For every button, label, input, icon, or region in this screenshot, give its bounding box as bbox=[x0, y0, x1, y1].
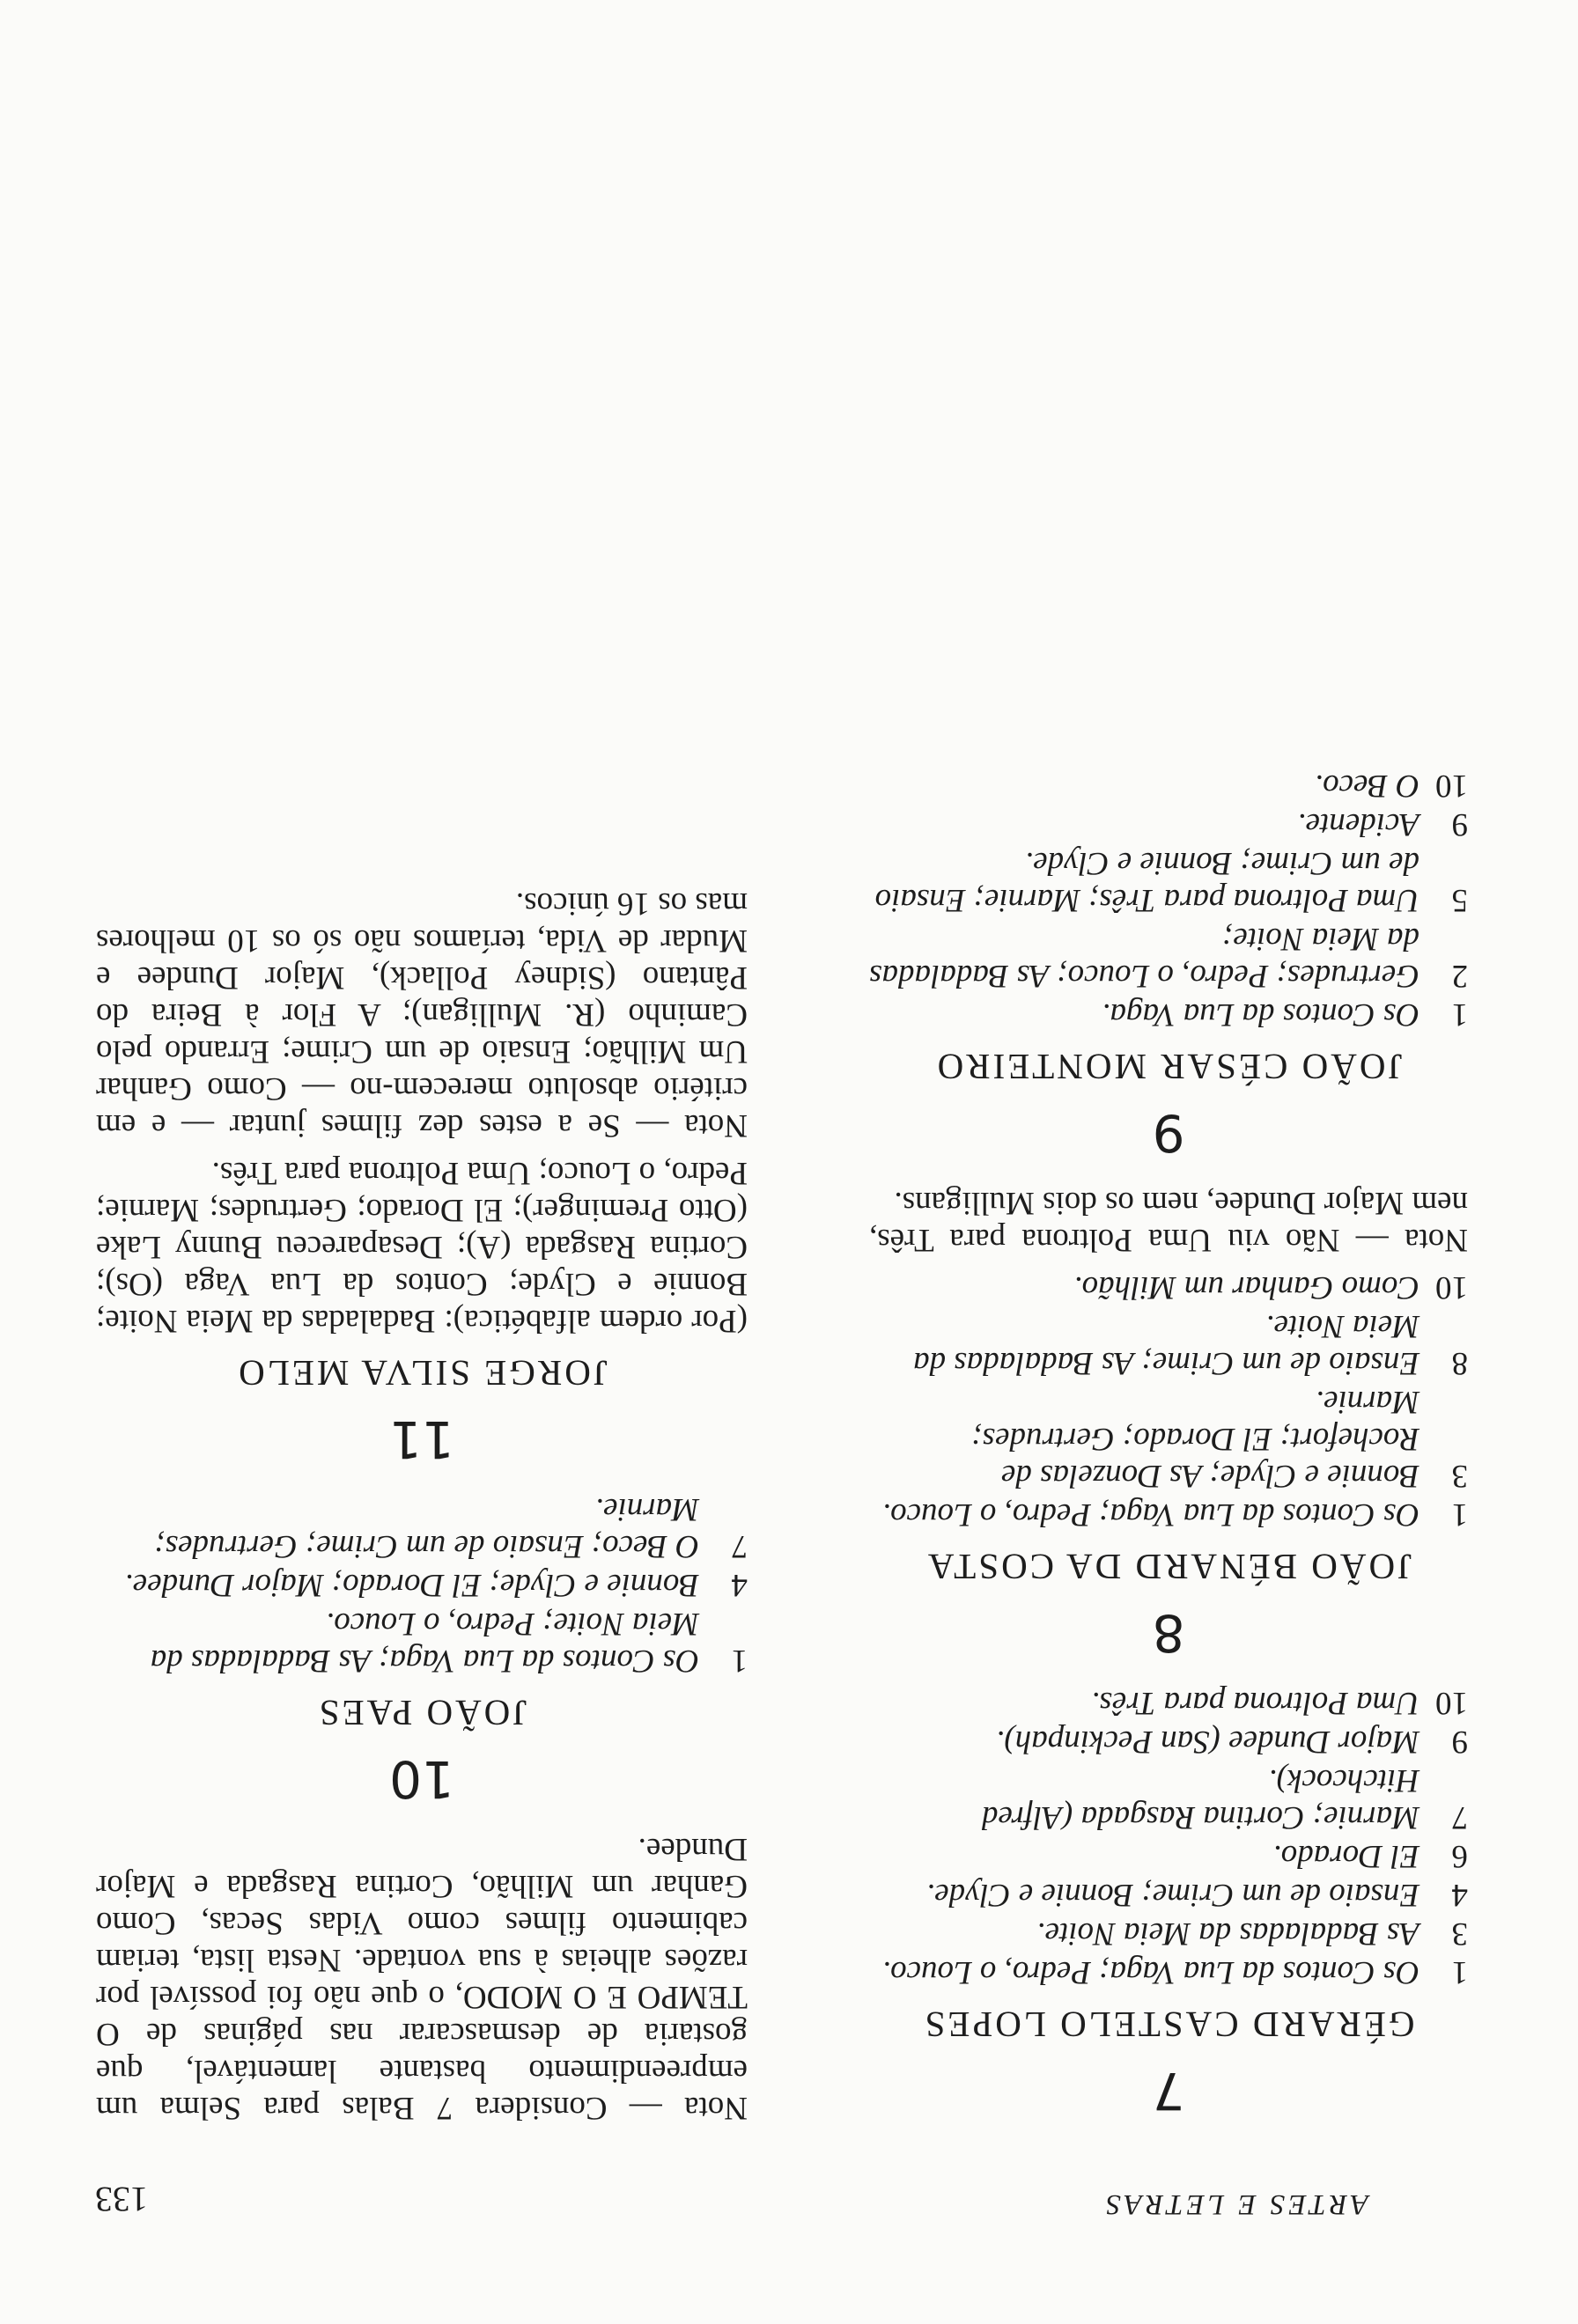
list-item bbox=[869, 767, 1468, 804]
list-item bbox=[869, 996, 1468, 1033]
list-item bbox=[869, 1876, 1468, 1913]
rank: 4 bbox=[1451, 1877, 1468, 1913]
film-titles: Marnie; Cortina Rasgada (Alfred Hitchcock). bbox=[981, 1762, 1419, 1835]
ranking-block-10 bbox=[96, 1490, 748, 1809]
rank: 8 bbox=[1451, 1345, 1468, 1381]
rank: 1 bbox=[1451, 1954, 1468, 1990]
film-titles: Ensaio de um Crime; As Badaladas da Meia Noite. bbox=[913, 1308, 1419, 1381]
rank: 1 bbox=[731, 1643, 748, 1679]
rank: 4 bbox=[731, 1567, 748, 1603]
list-item bbox=[869, 1953, 1468, 1990]
film-titles: Uma Poltrona para Três. bbox=[1091, 1685, 1419, 1721]
list-item bbox=[869, 1269, 1468, 1305]
film-titles: Bonnie e Clyde; El Dorado; Major Dundee. bbox=[124, 1567, 699, 1603]
list-item bbox=[869, 1915, 1468, 1952]
critic-note: Nota — Considera 7 Balas para Selma um empreendimento bastante lamentável, que gostaria de desmascarar nas páginas de O TEMPO E O MODO, o que não foi possível por razões alheias à sua vontade. Nesta lista, teriam cabimento filmes como Vidas Secas, Como Ganhar um Milhão, Cortina Rasgada e Major Dundee. bbox=[96, 1831, 748, 2126]
film-titles: As Badaladas da Meia Noite. bbox=[1036, 1916, 1419, 1952]
rank: 7 bbox=[1451, 1799, 1468, 1835]
running-title: ARTES E LETRAS bbox=[1102, 2188, 1368, 2220]
list-item bbox=[869, 1383, 1468, 1494]
film-titles: O Beco. bbox=[1314, 768, 1419, 804]
rank: 2 bbox=[1451, 958, 1468, 994]
film-titles: Uma Poltrona para Três; Marnie; Ensaio de um Crime; Bonnie e Clyde. bbox=[874, 845, 1419, 918]
list-item bbox=[869, 920, 1468, 994]
rank: 6 bbox=[1451, 1838, 1468, 1874]
list-item bbox=[869, 1761, 1468, 1835]
list-item bbox=[869, 844, 1468, 918]
ranking-number: 11 bbox=[389, 1409, 454, 1469]
film-titles: Os Contos da Lua Vaga; Pedro, o Louco. bbox=[881, 1954, 1419, 1990]
film-titles: Acidente. bbox=[1297, 806, 1419, 842]
list-item bbox=[96, 1566, 748, 1603]
ranked-list bbox=[869, 1269, 1468, 1533]
list-item bbox=[869, 805, 1468, 842]
film-titles: Como Ganhar um Milhão. bbox=[1073, 1269, 1419, 1305]
film-titles: Bonnie e Clyde; As Donzelas de Rochefort; El Dorado; Gertrudes; Marnie. bbox=[971, 1384, 1419, 1494]
film-titles: Os Contos da Lua Vaga. bbox=[1102, 997, 1419, 1033]
critic-name: JORGE SILVA MELO bbox=[236, 1353, 608, 1394]
rank: 7 bbox=[731, 1528, 748, 1564]
film-titles: Os Contos da Lua Vaga; Pedro, o Louco. bbox=[881, 1497, 1419, 1533]
page-number: 133 bbox=[95, 2180, 148, 2219]
running-header bbox=[95, 2178, 1368, 2220]
list-item bbox=[869, 1307, 1468, 1381]
film-titles: Os Contos da Lua Vaga; As Badaladas da Meia Noite; Pedro, o Louco. bbox=[150, 1606, 699, 1679]
film-titles: Ensaio de um Crime; Bonnie e Clyde. bbox=[925, 1877, 1419, 1913]
rank: 10 bbox=[1435, 768, 1468, 804]
critic-note: Nota — Se a estes dez filmes juntar — e em critério absoluto merecem-no — Como Ganhar Um Milhão; Ensaio de um Crime; Errando pelo Caminho (R. Mulligan); A Flor à Beira do Pântano (Sidney Pollack), Major Dundee e Mudar de Vida, teríamos não só os 10 melhores mas os 16 únicos. bbox=[96, 886, 748, 1144]
rank: 3 bbox=[1451, 1458, 1468, 1494]
rank: 10 bbox=[1435, 1685, 1468, 1721]
ranking-number: 10 bbox=[389, 1749, 454, 1809]
ranking-block-7 bbox=[869, 1684, 1468, 2121]
critic-name: GÉRARD CASTELO LOPES bbox=[922, 2004, 1415, 2045]
alphabetical-list: (Por ordem alfabética): Badaladas da Meia Noite; Bonnie e Clyde; Contos da Lua Vaga (Os); Cortina Rasgada (A); Desapareceu Bunny Lake (Otto Preminger); El Dorado; Gertrudes; Marnie; Pedro, o Louco; Uma Poltrona para Três. bbox=[96, 1155, 748, 1339]
rank: 9 bbox=[1451, 1724, 1468, 1760]
film-titles: El Dorado. bbox=[1272, 1838, 1419, 1874]
rank: 1 bbox=[1451, 997, 1468, 1033]
ranked-list bbox=[869, 1684, 1468, 1990]
rank: 5 bbox=[1451, 882, 1468, 918]
ranking-block-11 bbox=[96, 885, 748, 1469]
list-item bbox=[96, 1605, 748, 1679]
rank: 9 bbox=[1451, 806, 1468, 842]
list-item bbox=[96, 1490, 748, 1564]
film-titles: Gertrudes; Pedro, o Louco; As Badaladas da Meia Noite; bbox=[869, 921, 1419, 994]
list-item bbox=[869, 1496, 1468, 1533]
right-column bbox=[96, 860, 748, 2126]
rank: 3 bbox=[1451, 1916, 1468, 1952]
critic-name: JOÃO CÉSAR MONTEIRO bbox=[934, 1047, 1403, 1087]
list-item bbox=[869, 1723, 1468, 1760]
rank: 10 bbox=[1435, 1269, 1468, 1305]
ranked-list bbox=[869, 767, 1468, 1033]
film-titles: Major Dundee (San Peckinpah). bbox=[996, 1724, 1419, 1760]
ranking-block-9 bbox=[869, 767, 1468, 1163]
ranked-list bbox=[96, 1490, 748, 1679]
critic-name: JOÃO BÉNARD DA COSTA bbox=[925, 1547, 1412, 1587]
critic-note: Nota — Não viu Uma Poltrona para Três, nem Major Dundee, nem os dois Mulligans. bbox=[869, 1185, 1468, 1258]
ranking-block-8 bbox=[869, 1184, 1468, 1663]
list-item bbox=[869, 1837, 1468, 1874]
rank: 1 bbox=[1451, 1497, 1468, 1533]
list-item bbox=[869, 1684, 1468, 1721]
critic-name: JOÃO PAES bbox=[316, 1693, 527, 1733]
film-titles: O Beco; Ensaio de um Crime; Gertrudes; Marnie. bbox=[154, 1491, 699, 1564]
ranking-number: 7 bbox=[1152, 2061, 1185, 2121]
ranking-number: 9 bbox=[1152, 1103, 1185, 1163]
continued-note-block bbox=[96, 1830, 748, 2126]
ranking-number: 8 bbox=[1152, 1603, 1185, 1663]
left-column bbox=[869, 742, 1468, 2126]
